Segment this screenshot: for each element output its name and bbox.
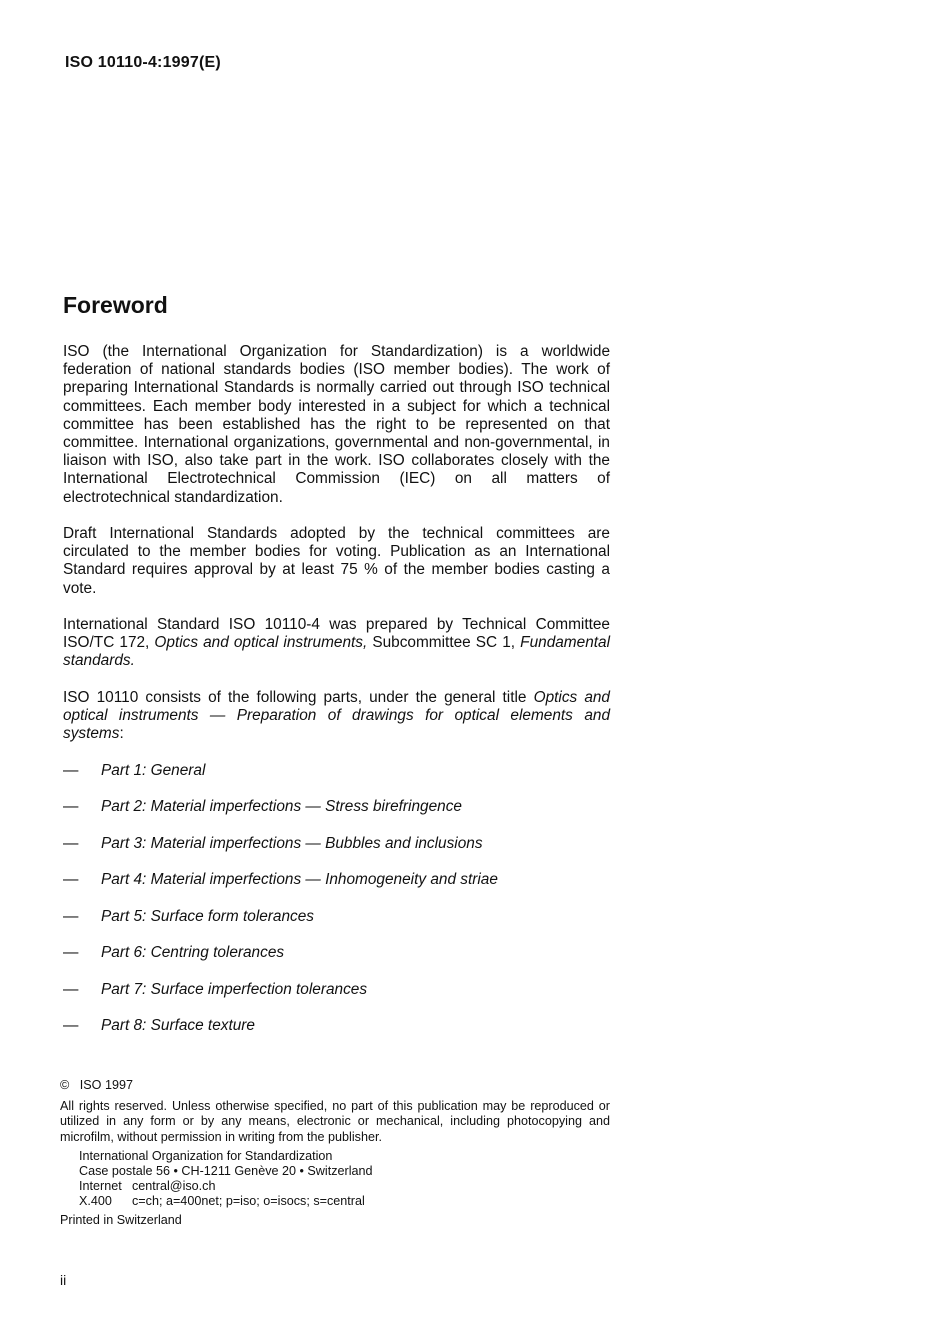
paragraph-4-text-1: ISO 10110 consists of the following parts, under the general title [63,688,534,706]
foreword-paragraph-4 [63,689,610,744]
part-title: Part 2: Material imperfections — Stress birefringence [101,798,462,816]
internet-value: central@iso.ch [132,1179,216,1194]
list-dash: — [63,980,79,998]
list-item [63,835,610,853]
list-item [63,871,610,889]
list-item [63,908,610,926]
foreword-body [63,343,610,1054]
list-item [63,762,610,780]
document-id: ISO 10110-4:1997(E) [65,54,221,71]
publisher-address [60,1149,610,1210]
parts-list [63,762,610,1036]
list-dash: — [63,1017,79,1035]
part-title: Part 4: Material imperfections — Inhomogeneity and striae [101,871,498,889]
copyright-line [60,1078,610,1093]
list-dash: — [63,871,79,889]
part-title: Part 5: Surface form tolerances [101,907,314,925]
paragraph-3-text-1: International Standard ISO 10110-4 was prepared by Technical Committee ISO/TC 172, [63,616,610,652]
list-dash: — [63,907,79,925]
list-item [63,1017,610,1035]
foreword-paragraph-3 [63,616,610,671]
list-item [63,981,610,999]
paragraph-4-text-2: : [119,725,124,743]
list-item [63,944,610,962]
copyright-block [60,1078,610,1228]
committee-title: Optics and optical instruments, [154,634,368,652]
x400-value: c=ch; a=400net; p=iso; o=isocs; s=central [132,1194,365,1209]
printed-in: Printed in Switzerland [60,1212,182,1227]
copyright-symbol: © [60,1078,70,1092]
copyright-notice: ISO 1997 [79,1078,133,1092]
foreword-paragraph-1: ISO (the International Organization for Standardization) is a worldwide federation of national standards bodies (ISO member bodies). The work of preparing International Standards is normally carried out through ISO technical committees. Each member body interested in a subject for which a technical committee has been established has the right to be represented on that committee. International organizations, governmental and non-governmental, in liaison with ISO, also take part in the work. ISO collaborates closely with the International Electrotechnical Commission (IEC) on all matters of electrotechnical standardization. [63,343,610,506]
x400-label: X.400 [79,1194,112,1209]
rights-statement: All rights reserved. Unless otherwise specified, no part of this publication may be reproduced or utilized in any form or by any means, electronic or mechanical, including photocopying and microfilm, without permission in writing from the publisher. [60,1099,610,1144]
list-dash: — [63,834,79,852]
general-title: Optics and optical instruments — Preparation of drawings for optical elements and systems [63,688,610,743]
organization-name: International Organization for Standardization [79,1148,333,1163]
list-dash: — [63,761,79,779]
part-title: Part 8: Surface texture [101,1017,255,1035]
part-title: Part 1: General [101,761,206,779]
section-heading-foreword: Foreword [63,292,168,318]
list-dash: — [63,798,79,816]
list-dash: — [63,944,79,962]
list-item [63,798,610,816]
page-number: ii [60,1272,67,1288]
part-title: Part 7: Surface imperfection tolerances [101,980,368,998]
internet-row [79,1179,610,1194]
paragraph-3-text-2: Subcommittee SC 1, [367,634,521,652]
subcommittee-title: Fundamental standards. [63,634,611,670]
foreword-paragraph-2: Draft International Standards adopted by the technical committees are circulated to the member bodies for voting. Publication as an International Standard requires approval by at least 75 % of the member bodies casting a vote. [63,525,610,597]
part-title: Part 3: Material imperfections — Bubbles and inclusions [101,834,483,852]
internet-label: Internet [79,1179,122,1194]
postal-address: Case postale 56 • CH-1211 Genève 20 • Switzerland [79,1164,373,1179]
x400-row [79,1194,610,1209]
part-title: Part 6: Centring tolerances [101,944,285,962]
